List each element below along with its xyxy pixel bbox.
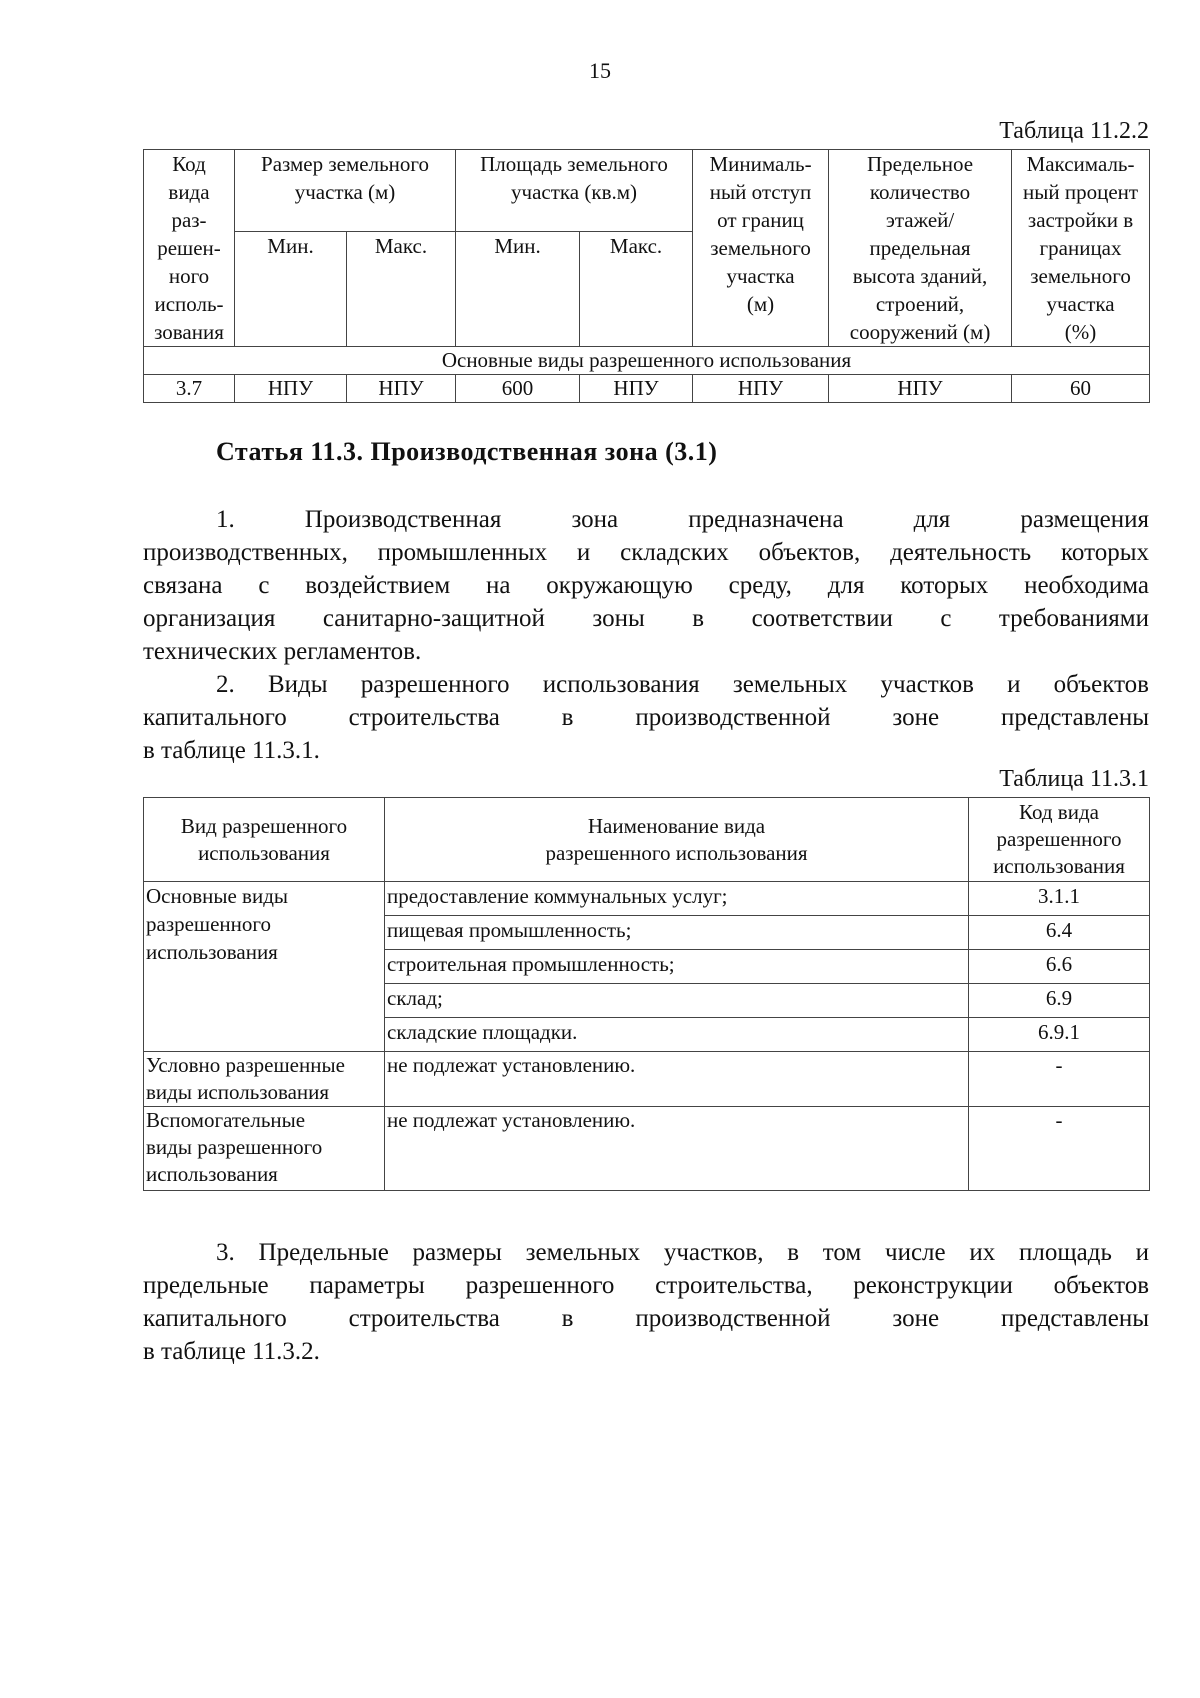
- cell-floors: НПУ: [829, 375, 1012, 403]
- kind-main: Основные виды разрешенного использования: [144, 882, 385, 1052]
- table-caption-11-2-2: Таблица 11.2.2: [999, 118, 1149, 144]
- table-11-2-2: [143, 149, 1150, 403]
- cell-area-max: НПУ: [580, 375, 693, 403]
- table-row: [144, 375, 1150, 403]
- paragraph-line: в таблице 11.3.2.: [143, 1338, 320, 1365]
- table-caption-11-3-1: Таблица 11.3.1: [999, 766, 1149, 792]
- header-area: Площадь земельного участка (кв.м): [456, 150, 693, 232]
- cell-size-min: НПУ: [235, 375, 347, 403]
- paragraph-line: организация санитарно-защитной зоны в соответствии с требованиями: [143, 605, 1149, 632]
- header-size-min: Мин.: [235, 231, 347, 346]
- article-heading: Статья 11.3. Производственная зона (3.1): [216, 437, 718, 466]
- header-kind: Вид разрешенного использования: [144, 798, 385, 882]
- cell-setback: НПУ: [693, 375, 829, 403]
- paragraph-line: производственных, промышленных и складских объектов, деятельность которых: [143, 539, 1149, 566]
- paragraph-line: 3. Предельные размеры земельных участков, в том числе их площадь и: [216, 1239, 1149, 1266]
- use-code: 6.9: [969, 984, 1150, 1018]
- use-name: склад;: [385, 984, 969, 1018]
- section-row-main: Основные виды разрешенного использования: [144, 347, 1150, 375]
- table-row: [144, 882, 1150, 916]
- paragraph-line: в таблице 11.3.1.: [143, 737, 320, 764]
- paragraph-line: связана с воздействием на окружающую среду, для которых необходима: [143, 572, 1149, 599]
- page-number: 15: [589, 58, 611, 83]
- paragraph-line: капитального строительства в производственной зоне представлены: [143, 704, 1149, 731]
- header-code: Код вида разрешенного использования: [969, 798, 1150, 882]
- header-size-max: Макс.: [347, 231, 456, 346]
- paragraph-line: капитального строительства в производственной зоне представлены: [143, 1305, 1149, 1332]
- use-name: не подлежат установлению.: [385, 1107, 969, 1191]
- header-size: Размер земельного участка (м): [235, 150, 456, 232]
- use-code: -: [969, 1107, 1150, 1191]
- cell-coverage: 60: [1012, 375, 1150, 403]
- paragraph-line: 2. Виды разрешенного использования земельных участков и объектов: [216, 671, 1149, 698]
- header-setback: Минималь- ный отступ от границ земельного участка (м): [693, 150, 829, 347]
- cell-size-max: НПУ: [347, 375, 456, 403]
- header-area-max: Макс.: [580, 231, 693, 346]
- kind-auxiliary: Вспомогательные виды разрешенного использования: [144, 1107, 385, 1191]
- table-11-3-1: [143, 797, 1150, 1191]
- header-floors: Предельное количество этажей/ предельная высота зданий, строений, сооружений (м): [829, 150, 1012, 347]
- paragraph-1: [143, 503, 1149, 668]
- table-row: [144, 1052, 1150, 1107]
- table-row: [144, 1107, 1150, 1191]
- use-code: 6.6: [969, 950, 1150, 984]
- use-name: строительная промышленность;: [385, 950, 969, 984]
- header-name: Наименование вида разрешенного использования: [385, 798, 969, 882]
- use-name: не подлежат установлению.: [385, 1052, 969, 1107]
- use-code: 3.1.1: [969, 882, 1150, 916]
- paragraph-line: 1. Производственная зона предназначена для размещения: [216, 506, 1149, 533]
- kind-conditional: Условно разрешенные виды использования: [144, 1052, 385, 1107]
- header-coverage: Максималь- ный процент застройки в границах земельного участка (%): [1012, 150, 1150, 347]
- use-code: 6.9.1: [969, 1018, 1150, 1052]
- header-area-min: Мин.: [456, 231, 580, 346]
- paragraph-2: [143, 668, 1149, 767]
- use-name: складские площадки.: [385, 1018, 969, 1052]
- paragraph-3: [143, 1236, 1149, 1368]
- use-code: -: [969, 1052, 1150, 1107]
- paragraph-line: технических регламентов.: [143, 638, 422, 665]
- cell-code: 3.7: [144, 375, 235, 403]
- paragraph-line: предельные параметры разрешенного строительства, реконструкции объектов: [143, 1272, 1149, 1299]
- cell-area-min: 600: [456, 375, 580, 403]
- use-name: предоставление коммунальных услуг;: [385, 882, 969, 916]
- use-name: пищевая промышленность;: [385, 916, 969, 950]
- use-code: 6.4: [969, 916, 1150, 950]
- header-code: Код вида раз- решен- ного исполь- зования: [144, 150, 235, 347]
